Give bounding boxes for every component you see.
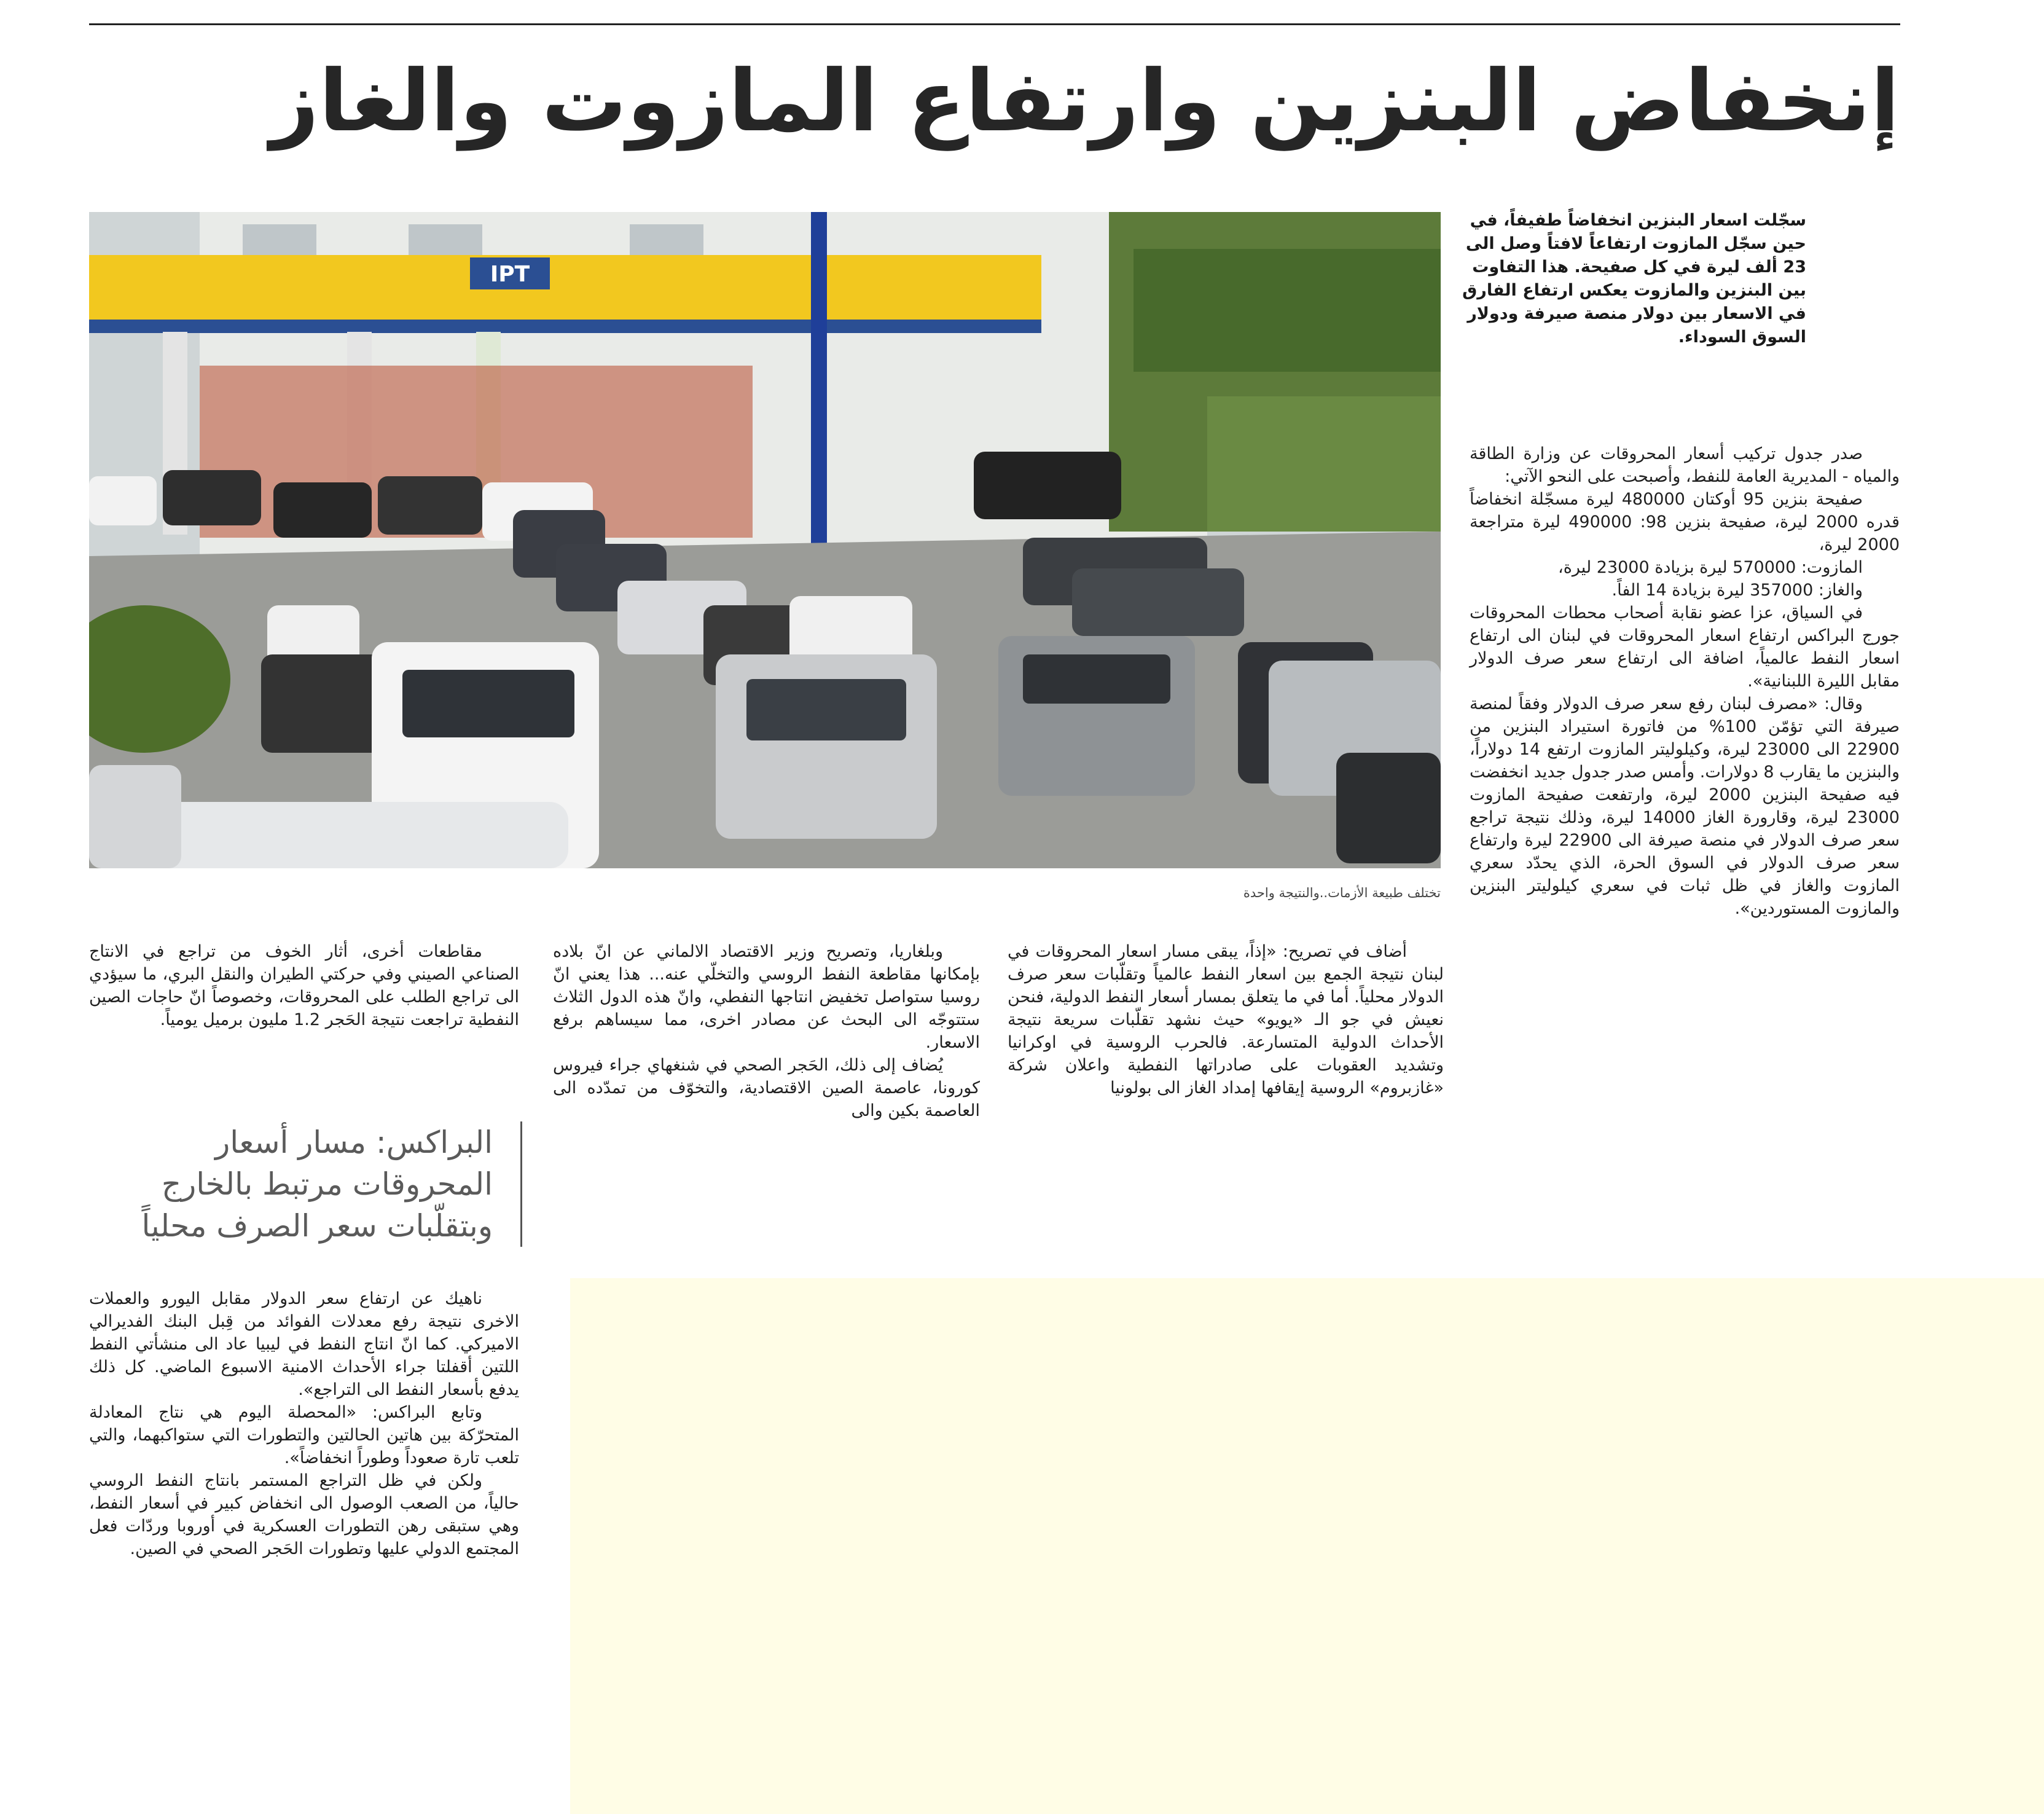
paragraph: والغاز: 357000 ليرة بزيادة 14 الفاً. (1611, 581, 1863, 600)
article-column-3 (553, 940, 980, 1122)
paragraph: وبلغاريا، وتصريح وزير الاقتصاد الالماني عن انّ بلاده بإمكانها مقاطعة النفط الروسي والتخلّي عنه... هذا يعني انّ روسيا ستواصل تخفيض انتاجها النفطي، وانّ هذه الدول الثلاث ستتوجّه الى البحث عن مصادر اخرى، مما سيساهم برفع الاسعار. (553, 942, 980, 1052)
pull-quote: البراكس: مسار أسعار المحروقات مرتبط بالخارج وبتقلّبات سعر الصرف محلياً (123, 1121, 522, 1247)
highlight-box (570, 1278, 2044, 1814)
paragraph: المازوت: 570000 ليرة بزيادة 23000 ليرة، (1558, 558, 1863, 577)
paragraph: أضاف في تصريح: «إذاً، يبقى مسار اسعار المحروقات في لبنان نتيجة الجمع بين اسعار النفط عالمياً وتقلّبات سعر صرف الدولار محلياً. أما في ما يتعلق بمسار أسعار النفط الدولية، فنحن نعيش في جو الـ «يويو» حيث نشهد تقلّبات سريعة نتيجة الأحداث الدولية المتسارعة. فالحرب الروسية في اوكرانيا وتشديد العقوبات على صادراتها النفطية واعلان شركة «غازبروم» الروسية إيقافها إمداد الغاز الى بولونيا (1008, 942, 1444, 1097)
article-column-5 (89, 1287, 519, 1560)
article-column-2 (1008, 940, 1444, 1099)
top-rule (89, 23, 1900, 25)
paragraph: صدر جدول تركيب أسعار المحروقات عن وزارة الطاقة والمياه - المديرية العامة للنفط، وأصبحت على النحو الآتي: (1470, 444, 1900, 486)
paragraph: في السياق، عزا عضو نقابة أصحاب محطات المحروقات جورج البراكس ارتفاع اسعار المحروقات في لبنان الى ارتفاع اسعار النفط عالمياً، اضافة الى ارتفاع سعر صرف الدولار مقابل الليرة اللبنانية». (1470, 603, 1900, 691)
paragraph: مقاطعات أخرى، أثار الخوف من تراجع في الانتاج الصناعي الصيني وفي حركتي الطيران والنقل البري، ما سيؤدي الى تراجع الطلب على المحروقات، وخصوصاً انّ حاجات الصين النفطية تراجعت نتيجة الحَجر 1.2 مليون برميل يومياً. (89, 942, 519, 1029)
canopy (89, 255, 1041, 323)
headline: إنخفاض البنزين وارتفاع المازوت والغاز (270, 52, 1900, 151)
station-sign-label: IPT (490, 262, 530, 287)
lead-paragraph: سجّلت اسعار البنزين انخفاضاً طفيفاً، في حين سجّل المازوت ارتفاعاً لافتاً وصل الى 23 ألف ليرة في كل صفيحة. هذا التفاوت بين البنزين والمازوت يعكس ارتفاع الفارق في الاسعار بين دولار منصة صيرفة ودولار السوق السوداء. (1462, 211, 1806, 347)
paragraph: صفيحة بنزين 95 أوكتان 480000 ليرة مسجّلة انخفاضاً قدره 2000 ليرة، صفيحة بنزين 98: 490000 ليرة متراجعة 2000 ليرة، (1470, 490, 1900, 554)
photo-caption: تختلف طبيعة الأزمات..والنتيجة واحدة (1243, 885, 1441, 900)
paragraph: ولكن في ظل التراجع المستمر بانتاج النفط الروسي حالياً، من الصعب الوصول الى انخفاض كبير في أسعار النفط، وهي ستبقى رهن التطورات العسكرية في أوروبا وردّات فعل المجتمع الدولي عليها وتطورات الحَجر الصحي في الصين. (89, 1471, 519, 1558)
paragraph: يُضاف إلى ذلك، الحَجر الصحي في شنغهاي جراء فيروس كورونا، عاصمة الصين الاقتصادية، والتخوّف من تمدّده الى العاصمة بكين والى (553, 1056, 980, 1120)
article-column-main (1470, 442, 1900, 920)
article-column-4 (89, 940, 519, 1031)
paragraph: وتابع البراكس: «المحصلة اليوم هي نتاج المعادلة المتحرّكة بين هاتين الحالتين والتطورات التي ستواكبهما، والتي تلعب تارة صعوداً وطوراً انخفاضاً». (89, 1403, 519, 1467)
article-photo (89, 212, 1441, 868)
paragraph: وقال: «مصرف لبنان رفع سعر صرف الدولار وفقاً لمنصة صيرفة التي تؤمّن 100% من فاتورة استيراد البنزين من 22900 الى 23000 ليرة، وكيلوليتر المازوت ارتفع 14 دولاراً، والبنزين ما يقارب 8 دولارات. وأمس صدر جدول جديد انخفضت فيه صفيحة البنزين 2000 ليرة، وارتفعت صفيحة المازوت 23000 ليرة، وقارورة الغاز 14000 ليرة، وذلك نتيجة تراجع سعر صرف الدولار في منصة صيرفة الى 22900 ليرة وارتفاع سعر صرف الدولار في السوق الحرة، الذي يحدّد سعري المازوت والغاز في ظل ثبات في سعري كيلوليتر البنزين والمازوت المستوردين». (1470, 694, 1900, 918)
paragraph: ناهيك عن ارتفاع سعر الدولار مقابل اليورو والعملات الاخرى نتيجة رفع معدلات الفوائد من قِبل البنك الفديرالي الاميركي. كما انّ انتاج النفط في ليبيا عاد الى منشأتي النفط اللتين أقفلتا جراء الأحداث الامنية الاسبوع الماضي. كل ذلك يدفع بأسعار النفط الى التراجع». (89, 1289, 519, 1399)
gas-station-illustration (89, 212, 1441, 868)
